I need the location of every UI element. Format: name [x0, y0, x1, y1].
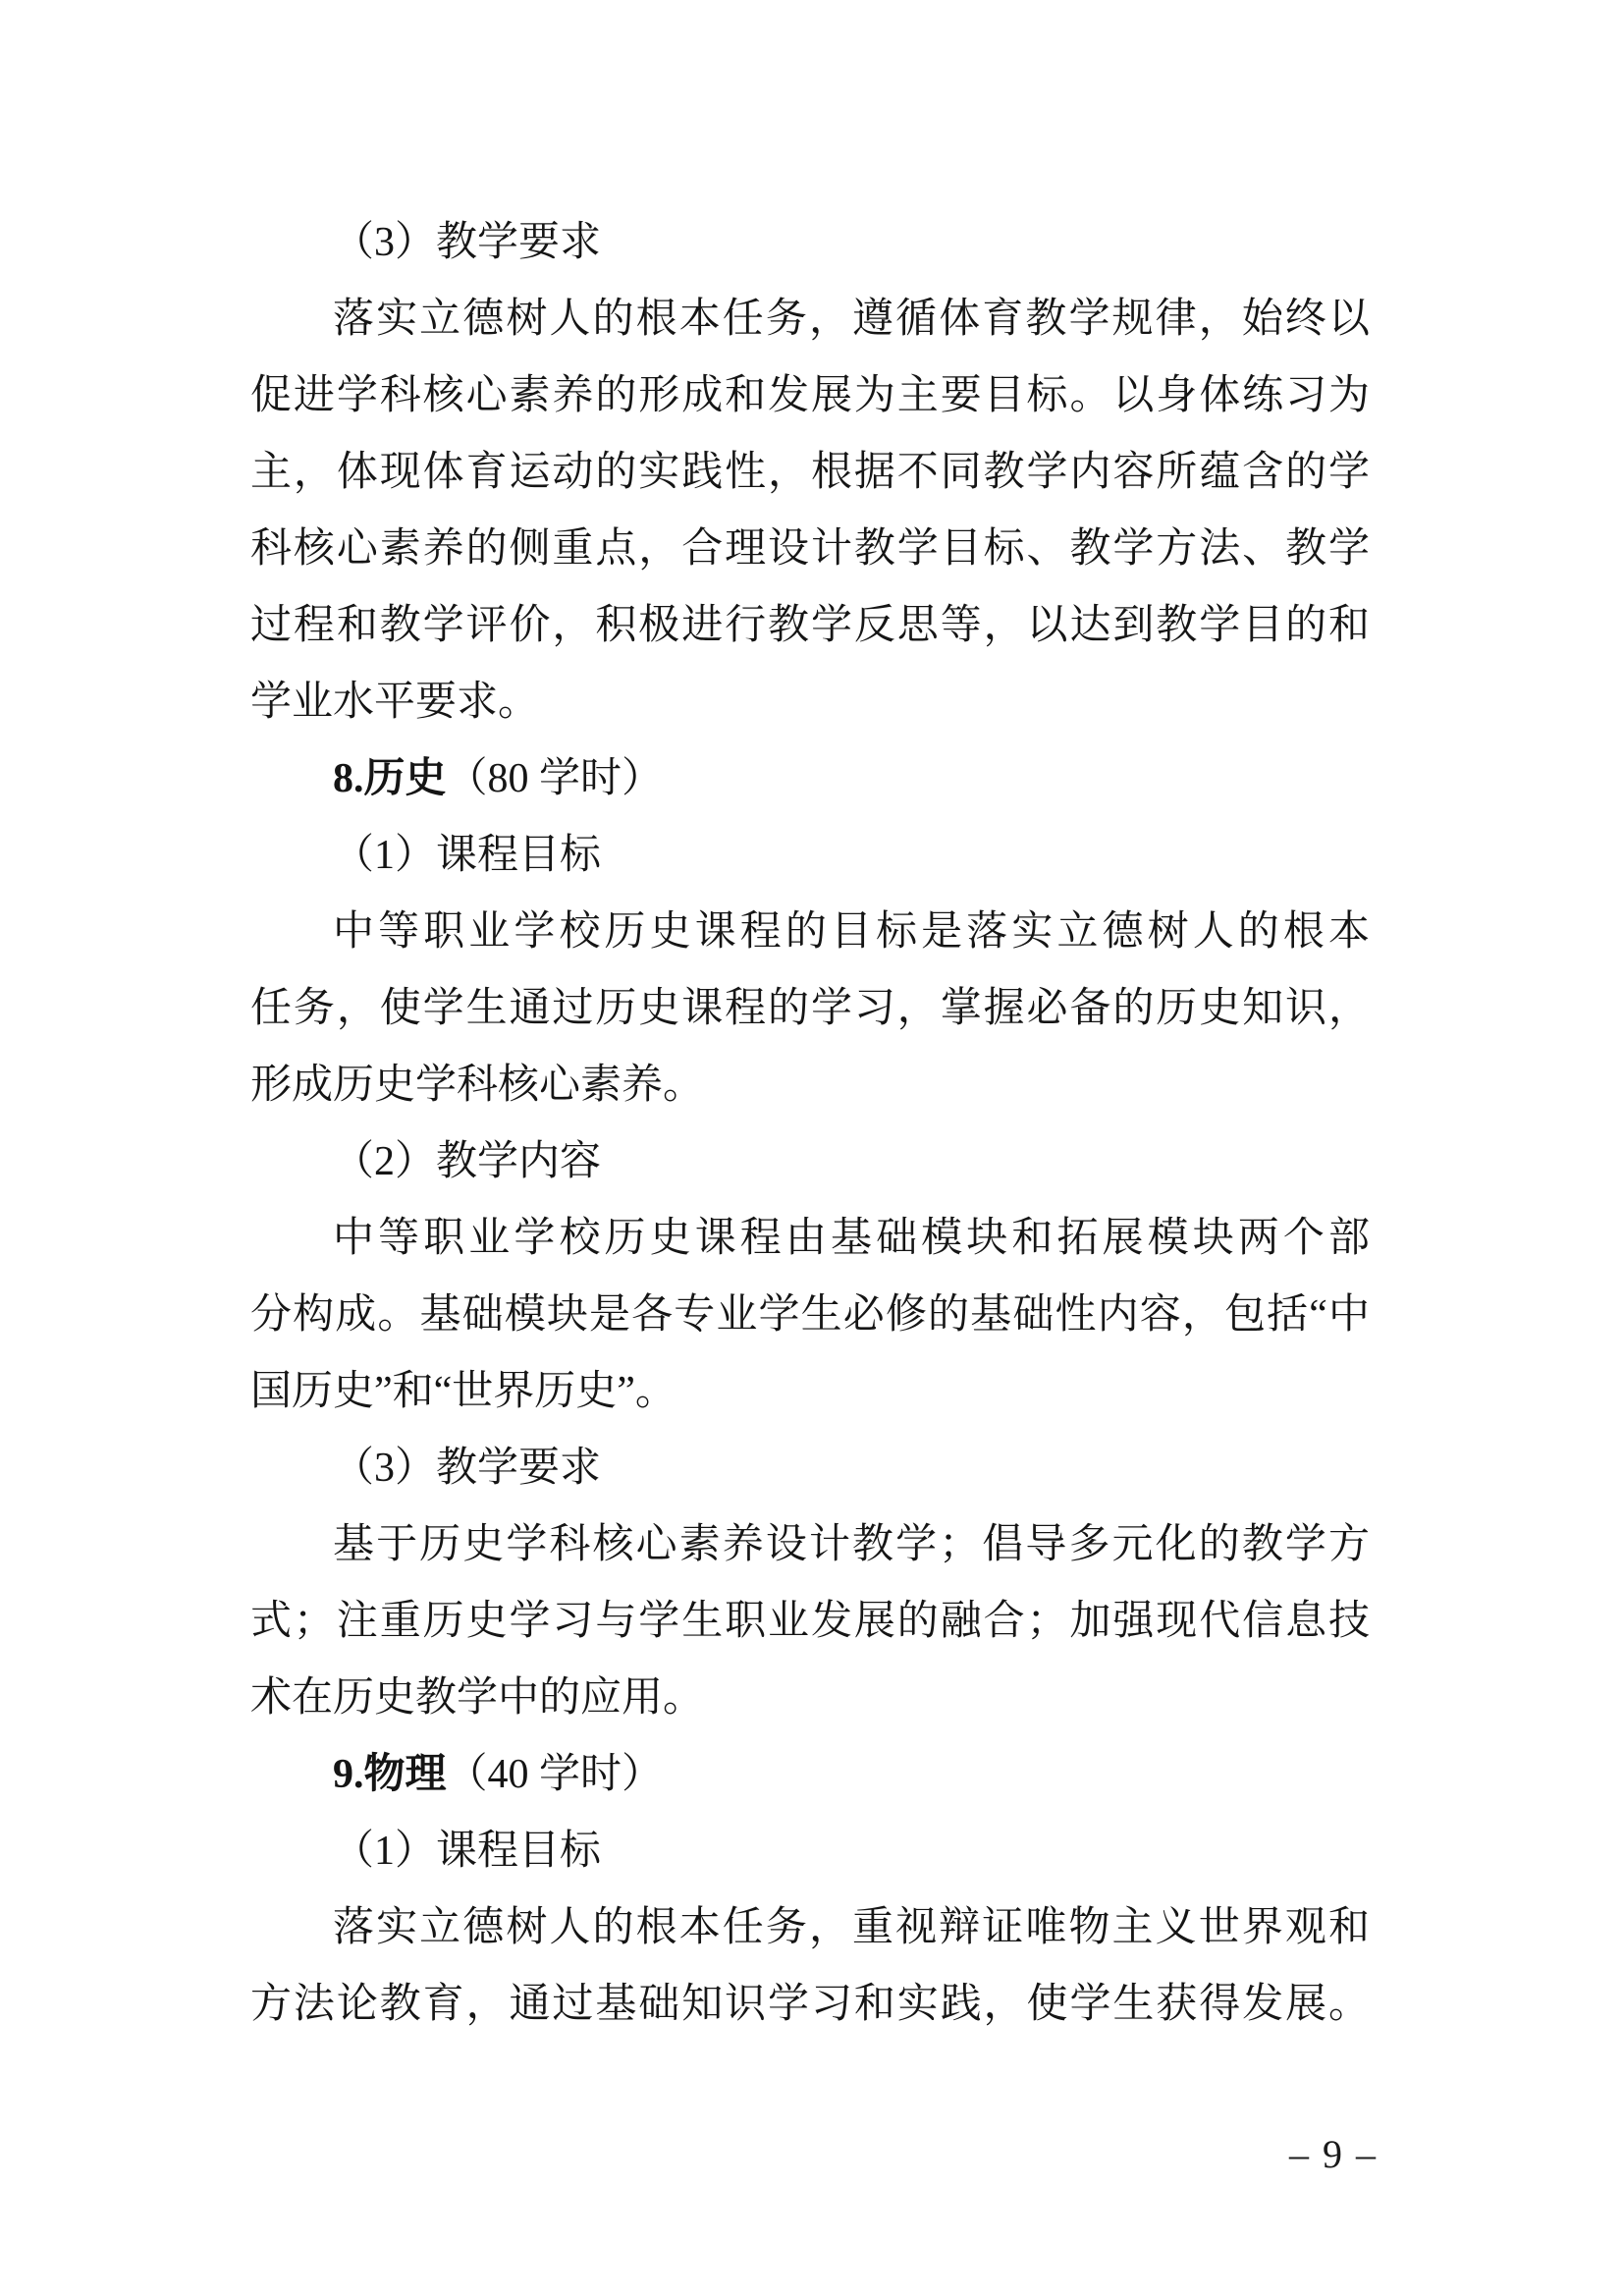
paragraph-line: 基于历史学科核心素养设计教学；倡导多元化的教学方 — [333, 1522, 1370, 1567]
paragraph-line: 主，体现体育运动的实践性，根据不同教学内容所蕴含的学 — [250, 450, 1370, 495]
course-heading-history-title: 8.历史 — [333, 756, 447, 801]
paragraph-line: 术在历史教学中的应用。 — [250, 1675, 705, 1721]
document-body — [250, 204, 1370, 2043]
subsection-heading-course-objectives: （1）课程目标 — [333, 833, 602, 878]
course-heading-physics — [250, 1736, 1370, 1813]
paragraph-line: 任务，使学生通过历史课程的学习，掌握必备的历史知识， — [250, 986, 1370, 1031]
paragraph-line: 方法论教育，通过基础知识学习和实践，使学生获得发展。 — [250, 1982, 1370, 2027]
subsection-heading-course-objectives: （1）课程目标 — [333, 1829, 602, 1874]
paragraph-line: 形成历史学科核心素养。 — [250, 1063, 705, 1108]
paragraph-line: 学业水平要求。 — [250, 680, 540, 725]
paragraph-line: 中等职业学校历史课程的目标是落实立德树人的根本 — [333, 909, 1370, 955]
course-heading-history-hours: （80 学时） — [446, 756, 664, 801]
subsection-heading-teaching-requirements: （3）教学要求 — [333, 220, 602, 265]
subsection-heading-teaching-requirements: （3）教学要求 — [333, 1446, 602, 1491]
page-number: – 9 – — [1289, 2132, 1378, 2176]
paragraph-line: 分构成。基础模块是各专业学生必修的基础性内容，包括“中 — [250, 1292, 1370, 1338]
paragraph-line: 式；注重历史学习与学生职业发展的融合；加强现代信息技 — [250, 1599, 1370, 1644]
paragraph-line: 科核心素养的侧重点，合理设计教学目标、教学方法、教学 — [250, 526, 1370, 572]
paragraph-line: 促进学科核心素养的形成和发展为主要目标。以身体练习为 — [250, 373, 1370, 418]
paragraph-line: 国历史”和“世界历史”。 — [250, 1369, 676, 1414]
course-heading-physics-hours: （40 学时） — [446, 1752, 664, 1797]
course-heading-history — [250, 740, 1370, 817]
paragraph-line: 中等职业学校历史课程由基础模块和拓展模块两个部 — [333, 1216, 1370, 1261]
subsection-heading-teaching-content: （2）教学内容 — [333, 1139, 602, 1184]
paragraph-line: 落实立德树人的根本任务，重视辩证唯物主义世界观和 — [333, 1905, 1370, 1950]
paragraph-line: 落实立德树人的根本任务，遵循体育教学规律，始终以 — [333, 297, 1370, 342]
paragraph-line: 过程和教学评价，积极进行教学反思等，以达到教学目的和 — [250, 603, 1370, 648]
course-heading-physics-title: 9.物理 — [333, 1752, 447, 1797]
